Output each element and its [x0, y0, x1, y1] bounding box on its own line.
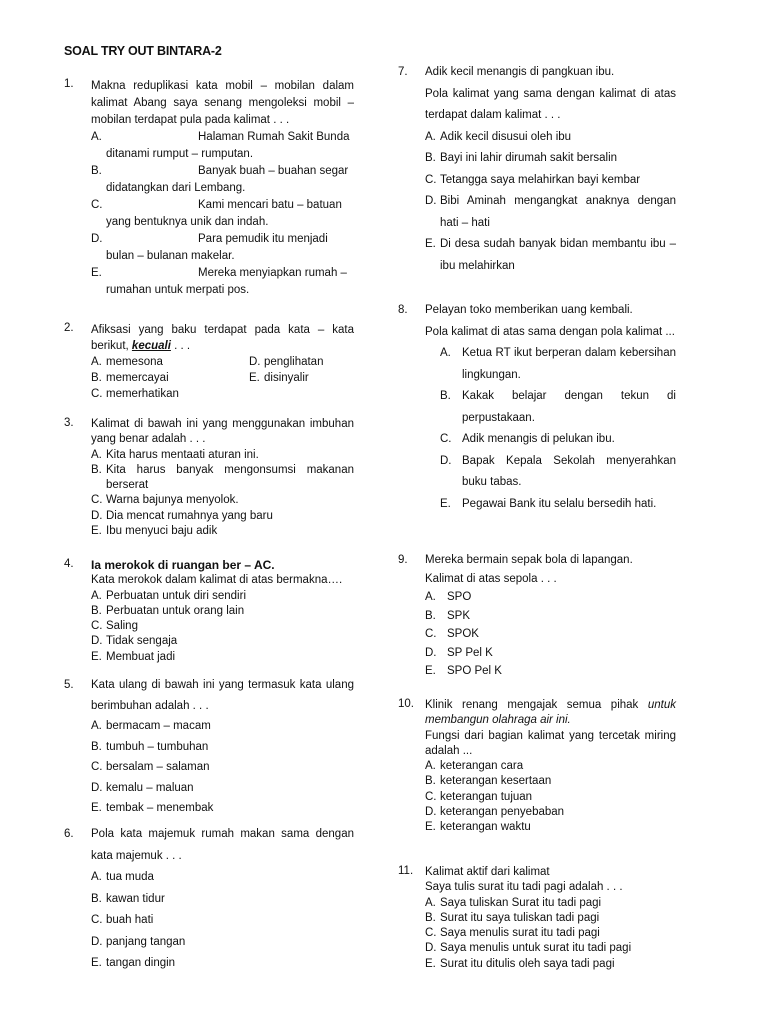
option-c[interactable]: C. Adik menangis di pelukan ibu. — [440, 433, 615, 445]
question-number: 3. — [64, 417, 74, 429]
option-d[interactable]: D. Para pemudik itu menjadi bulan – bulanan makelar. — [91, 233, 328, 262]
question-1 — [64, 78, 354, 299]
question-text: Saya tulis surat itu tadi pagi adalah . . . — [425, 881, 623, 894]
question-text: Makna reduplikasi kata mobil – mobilan dalam kalimat Abang saya senang mengoleksi mobil – mobilan terdapat pula pada kalimat . . . — [91, 80, 354, 126]
option-b[interactable]: B. SPK — [425, 609, 471, 622]
option-c[interactable]: C. Saling — [91, 620, 138, 633]
option-b[interactable]: B. kawan tidur — [91, 892, 165, 905]
option-e[interactable]: E. Mereka menyiapkan rumah – rumahan untuk merpati pos. — [91, 267, 347, 296]
option-b[interactable]: B. keterangan kesertaan — [425, 775, 552, 788]
option-d[interactable]: D. panjang tangan — [91, 935, 186, 948]
question-text: Pola kalimat yang sama dengan kalimat di atas terdapat dalam kalimat . . . — [425, 87, 676, 121]
option-a[interactable]: A. Halaman Rumah Sakit Bunda ditanami rumput – rumputan. — [91, 131, 350, 160]
option-e[interactable]: E. Di desa sudah banyak bidan membantu ibu – ibu melahirkan — [425, 238, 676, 272]
page-title: SOAL TRY OUT BINTARA-2 — [64, 44, 222, 58]
option-d[interactable]: D. Bapak Kepala Sekolah menyerahkan buku tabas. — [440, 454, 676, 488]
option-c[interactable]: C. buah hati — [91, 914, 154, 926]
question-9 — [398, 551, 676, 681]
option-a[interactable]: A. Ketua RT ikut berperan dalam kebersihan lingkungan. — [440, 347, 676, 381]
question-text: Kalimat di bawah ini yang menggunakan imbuhan yang benar adalah . . . — [91, 418, 354, 446]
option-e[interactable]: E. Pegawai Bank itu selalu bersedih hati. — [440, 497, 657, 510]
option-a[interactable]: A. keterangan cara — [425, 760, 524, 773]
option-a[interactable]: A. SPO — [425, 591, 472, 603]
option-d[interactable]: D. keterangan penyebaban — [425, 806, 565, 819]
option-c[interactable]: C. SPOK — [425, 628, 479, 640]
question-number: 1. — [64, 78, 74, 90]
question-number: 6. — [64, 828, 74, 840]
option-e[interactable]: E. keterangan waktu — [425, 821, 531, 834]
question-number: 4. — [64, 558, 74, 570]
question-text: Pola kata majemuk rumah makan sama dengan kata majemuk . . . — [91, 828, 354, 862]
question-10 — [398, 698, 676, 836]
question-11 — [398, 865, 676, 972]
option-e[interactable]: E. disinyalir — [249, 372, 309, 384]
question-text: Fungsi dari bagian kalimat yang tercetak miring adalah ... — [425, 729, 676, 757]
option-d[interactable]: D. Tidak sengaja — [91, 635, 178, 648]
question-number: 10. — [398, 698, 414, 710]
option-a[interactable]: A. Adik kecil disusui oleh ibu — [425, 130, 572, 143]
question-2 — [64, 322, 354, 402]
option-a[interactable]: A. Perbuatan untuk diri sendiri — [91, 589, 246, 602]
question-lead: Pelayan toko memberikan uang kembali. — [425, 304, 633, 316]
option-c[interactable]: C. Saya menulis surat itu tadi pagi — [425, 927, 600, 940]
option-d[interactable]: D. kemalu – maluan — [91, 781, 194, 794]
question-text: Kata merokok dalam kalimat di atas bermakna…. — [91, 574, 343, 587]
option-b[interactable]: B. Perbuatan untuk orang lain — [91, 604, 245, 617]
option-c[interactable]: C. keterangan tujuan — [425, 790, 533, 803]
option-e[interactable]: E. tangan dingin — [91, 957, 176, 969]
option-b[interactable]: B. Kita harus banyak mengonsumsi makanan berserat — [91, 463, 354, 492]
question-number: 8. — [398, 304, 408, 316]
option-b[interactable]: B. Bayi ini lahir dirumah sakit bersalin — [425, 152, 618, 164]
question-number: 2. — [64, 322, 74, 334]
question-lead: Klinik renang mengajak semua pihak untuk membangun olahraga air ini. — [425, 699, 676, 727]
option-e[interactable]: E. Ibu menyuci baju adik — [91, 525, 218, 538]
option-d[interactable]: D. Saya menulis untuk surat itu tadi pagi — [425, 942, 632, 955]
option-b[interactable]: B. tumbuh – tumbuhan — [91, 740, 209, 753]
option-d[interactable]: D. penglihatan — [249, 356, 324, 368]
option-a[interactable]: A. Kita harus mentaati aturan ini. — [91, 448, 259, 461]
question-lead: Kalimat aktif dari kalimat — [425, 866, 550, 878]
option-c[interactable]: C. Warna bajunya menyolok. — [91, 494, 239, 507]
question-lead: Mereka bermain sepak bola di lapangan. — [425, 554, 633, 566]
question-lead: Ia merokok di ruangan ber – AC. — [91, 558, 275, 572]
option-d[interactable]: D. Dia mencat rumahnya yang baru — [91, 509, 273, 522]
question-5 — [64, 675, 354, 819]
option-e[interactable]: E. SPO Pel K — [425, 665, 502, 677]
option-b[interactable]: B. Kakak belajar dengan tekun di perpustakaan. — [440, 390, 676, 424]
question-text: Afiksasi yang baku terdapat pada kata – kata berikut, kecuali . . . — [91, 324, 354, 352]
option-d[interactable]: D. SP Pel K — [425, 646, 493, 659]
question-number: 5. — [64, 679, 74, 691]
question-3 — [64, 417, 354, 539]
question-number: 7. — [398, 66, 408, 78]
question-4 — [64, 558, 354, 665]
option-a[interactable]: A. Saya tuliskan Surat itu tadi pagi — [425, 896, 602, 909]
question-text: Kalimat di atas sepola . . . — [425, 572, 557, 585]
option-c[interactable]: C. memerhatikan — [91, 388, 179, 400]
option-b[interactable]: B. Banyak buah – buahan segar didatangkan dari Lembang. — [91, 165, 349, 194]
question-8 — [398, 300, 676, 515]
option-c[interactable]: C. Tetangga saya melahirkan bayi kembar — [425, 173, 641, 186]
option-a[interactable]: A. bermacam – macam — [91, 720, 211, 732]
option-c[interactable]: C. bersalam – salaman — [91, 761, 210, 773]
question-number: 11. — [398, 865, 414, 877]
question-number: 9. — [398, 554, 408, 566]
option-e[interactable]: E. tembak – menembak — [91, 802, 214, 814]
option-b[interactable]: B. Surat itu saya tuliskan tadi pagi — [425, 911, 600, 924]
option-b[interactable]: B. memercayai — [91, 372, 169, 384]
question-6 — [64, 824, 354, 975]
question-lead: Adik kecil menangis di pangkuan ibu. — [425, 66, 615, 78]
question-text: Pola kalimat di atas sama dengan pola kalimat ... — [425, 325, 675, 338]
option-e[interactable]: E. Surat itu ditulis oleh saya tadi pagi — [425, 957, 615, 970]
option-c[interactable]: C. Kami mencari batu – batuan yang bentuknya unik dan indah. — [91, 199, 342, 228]
option-a[interactable]: A. tua muda — [91, 871, 154, 883]
option-d[interactable]: D. Bibi Aminah mengangkat anaknya dengan hati – hati — [425, 195, 676, 229]
question-7 — [398, 62, 676, 277]
option-e[interactable]: E. Membuat jadi — [91, 650, 176, 663]
option-a[interactable]: A. memesona — [91, 356, 163, 368]
question-text: Kata ulang di bawah ini yang termasuk kata ulang berimbuhan adalah . . . — [91, 679, 354, 712]
